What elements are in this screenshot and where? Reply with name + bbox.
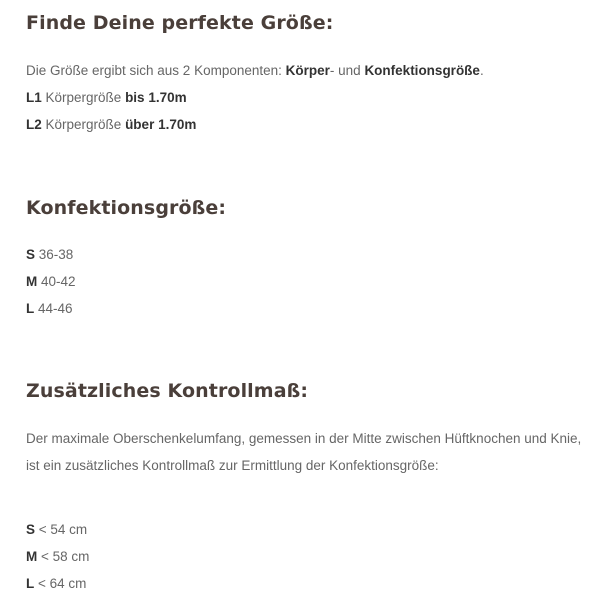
heading-kontrollmass: Zusätzliches Kontrollmaß: [26,380,309,402]
measure-row-m [26,548,89,566]
measure-row-l-value: < 64 cm [34,576,87,591]
kontrollmass-paragraph: Der maximale Oberschenkelumfang, gemessen in der Mitte zwischen Hüftknochen und Knie, ist ein zusätzliches Kontrollmaß zur Ermittlung der Konfektionsgröße: [26,431,582,473]
size-row-l [26,300,73,318]
size-row-m-code: M [26,274,38,289]
intro-mid: - und [329,63,365,78]
measure-row-l-code: L [26,576,35,591]
measure-row-s-code: S [26,522,36,537]
row-l2-value: über 1.70m [125,117,197,132]
measure-row-m-value: < 58 cm [37,549,90,564]
row-l1-code: L1 [26,90,42,105]
row-l1-value: bis 1.70m [125,90,187,105]
size-row-s-range: 36-38 [35,247,74,262]
size-row-l-code: L [26,301,35,316]
intro-prefix: Die Größe ergibt sich aus 2 Komponenten: [26,63,286,78]
intro-suffix: . [479,63,484,78]
intro-konfektion: Konfektionsgröße [364,63,480,78]
measure-row-s-value: < 54 cm [35,522,88,537]
size-row-l-range: 44-46 [34,301,73,316]
size-row-s-code: S [26,247,36,262]
intro-koerper: Körper [285,63,330,78]
row-l1 [26,89,187,107]
row-l1-text: Körpergröße [41,90,126,105]
row-l2-code: L2 [26,117,42,132]
size-row-m-range: 40-42 [37,274,76,289]
measure-row-s [26,521,87,539]
size-row-s [26,246,73,264]
measure-row-l [26,575,86,593]
heading-find-size: Finde Deine perfekte Größe: [26,12,334,34]
heading-konfektionsgroesse: Konfektionsgröße: [26,197,227,219]
row-l2 [26,116,196,134]
measure-row-m-code: M [26,549,38,564]
intro-text [26,62,484,80]
row-l2-text: Körpergröße [41,117,126,132]
size-row-m [26,273,76,291]
